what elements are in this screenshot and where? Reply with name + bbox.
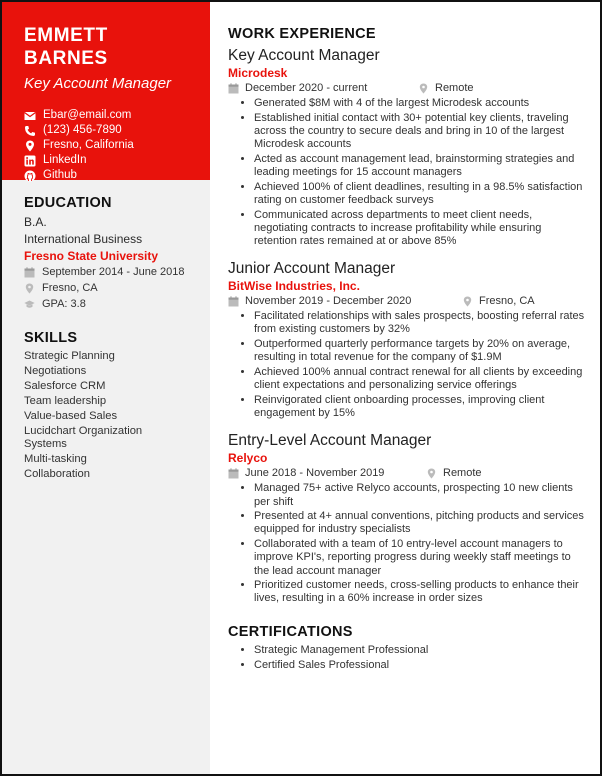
achievement-item: • Prioritized customer needs, cross-selling products to enhance their lives, resulting in a 60% increase in order sizes [254,579,586,605]
company-name: Microdesk [228,66,288,80]
job-meta [228,294,586,309]
contact-email[interactable] [24,108,210,123]
skill-item: Multi-tasking [24,453,87,465]
skill-item: Team leadership [24,395,107,407]
achievement-list [228,97,586,248]
education-location [24,280,210,296]
email-icon [24,110,36,122]
skills-heading: SKILLS [24,330,78,346]
achievement-item: • Achieved 100% of client deadlines, resulting in a 98.5% satisfaction rating on customer feedback surveys [254,181,586,207]
location-text: Fresno, CA [42,282,98,294]
header [2,2,210,180]
location-pin-icon [418,83,429,94]
location-pin-icon [24,283,35,294]
dates-text: September 2014 - June 2018 [42,266,185,278]
contact-list [24,108,210,183]
contact-location [24,138,210,153]
skill-item: Systems [24,438,67,450]
first-name: EMMETT [24,25,108,46]
position-title: Entry-Level Account Manager [228,432,432,450]
sidebar [2,2,210,774]
phone-icon [24,125,36,137]
job-location [426,466,482,481]
job-meta [228,81,586,96]
skills-list [24,349,210,482]
education-gpa [24,296,210,312]
job-entry [228,431,586,605]
contact-linkedin[interactable] [24,153,210,168]
education-heading: EDUCATION [24,195,112,211]
contact-text: Github [43,169,77,181]
certification-item: • Strategic Management Professional [254,643,586,658]
field-of-study: International Business [24,232,143,246]
location-pin-icon [462,296,473,307]
certification-item: • Certified Sales Professional [254,658,586,673]
achievement-item: • Collaborated with a team of 10 entry-level account managers to improve KPI's, reporting progress during weekly staff meetings to the lead account manager [254,538,586,578]
company-name: Relyco [228,451,268,466]
education-dates [24,264,210,280]
achievement-list [228,482,586,605]
achievement-item: • Established initial contact with 30+ potential key clients, traveling across the country to secure deals and bring in 10 of the largest Microdesk accounts [254,112,586,152]
calendar-icon [24,267,35,278]
contact-text: (123) 456-7890 [43,124,122,136]
location-pin-icon [426,468,437,479]
job-meta [228,466,586,481]
certification-list [228,643,586,673]
location-text: Remote [435,82,474,94]
achievement-item: • Facilitated relationships with sales prospects, boosting referral rates from existing customers by 32% [254,310,586,336]
graduation-cap-icon [24,299,35,310]
skill-item: Collaboration [24,468,90,480]
main-content [228,26,586,673]
degree: B.A. [24,215,47,229]
achievement-item: • Acted as account management lead, brainstorming strategies and leading meetings for 15 account managers [254,153,586,179]
job-title: Key Account Manager [24,75,172,92]
skills-section [2,330,210,482]
achievement-item: • Reinvigorated client onboarding processes, improving client engagement by 15% [254,394,586,420]
job-dates: December 2020 - current [245,82,368,94]
job-location [418,81,474,96]
location-pin-icon [24,140,36,152]
position-title: Key Account Manager [228,47,380,64]
certifications-section [228,624,586,673]
job-location [462,294,535,309]
last-name: BARNES [24,48,108,69]
job-entry [228,259,586,420]
achievement-item: • Communicated across departments to meet client needs, negotiating contracts to increase profitability while ensuring retention rates remained at or above 85% [254,209,586,249]
position-title: Junior Account Manager [228,260,396,278]
achievement-item: • Achieved 100% annual contract renewal for all clients by exceeding client expectations and personalizing service offerings [254,366,586,392]
contact-text: LinkedIn [43,154,87,166]
contact-github[interactable] [24,168,210,183]
school-name: Fresno State University [24,249,159,263]
skill-item: Strategic Planning [24,350,115,362]
company-name: BitWise Industries, Inc. [228,279,360,294]
skill-item: Value-based Sales [24,410,118,422]
calendar-icon [228,296,239,307]
achievement-item: • Generated $8M with 4 of the largest Microdesk accounts [254,97,586,110]
job-entry [228,46,586,248]
github-icon [24,170,36,182]
contact-phone[interactable] [24,123,210,138]
skill-item: Negotiations [24,365,87,377]
achievement-item: • Outperformed quarterly performance targets by 20% on average, resulting in total revenue for the company of $1.9M [254,338,586,364]
achievement-item: • Presented at 4+ annual conventions, pitching products and services equipped for industry specialists [254,510,586,536]
achievement-list [228,310,586,420]
skill-item: Salesforce CRM [24,380,106,392]
work-experience-heading: WORK EXPERIENCE [228,26,376,42]
calendar-icon [228,83,239,94]
contact-text: Fresno, California [43,139,134,151]
achievement-item: • Managed 75+ active Relyco accounts, prospecting 10 new clients per shift [254,482,586,508]
gpa-text: GPA: 3.8 [42,298,86,310]
location-text: Remote [443,467,482,480]
calendar-icon [228,468,239,479]
linkedin-icon [24,155,36,167]
contact-text: Ebar@email.com [43,109,132,121]
job-dates: June 2018 - November 2019 [245,467,385,480]
education-section [2,195,210,312]
job-dates: November 2019 - December 2020 [245,295,412,308]
certifications-heading: CERTIFICATIONS [228,623,353,640]
location-text: Fresno, CA [479,295,535,308]
skill-item: Lucidchart Organization [24,425,143,437]
